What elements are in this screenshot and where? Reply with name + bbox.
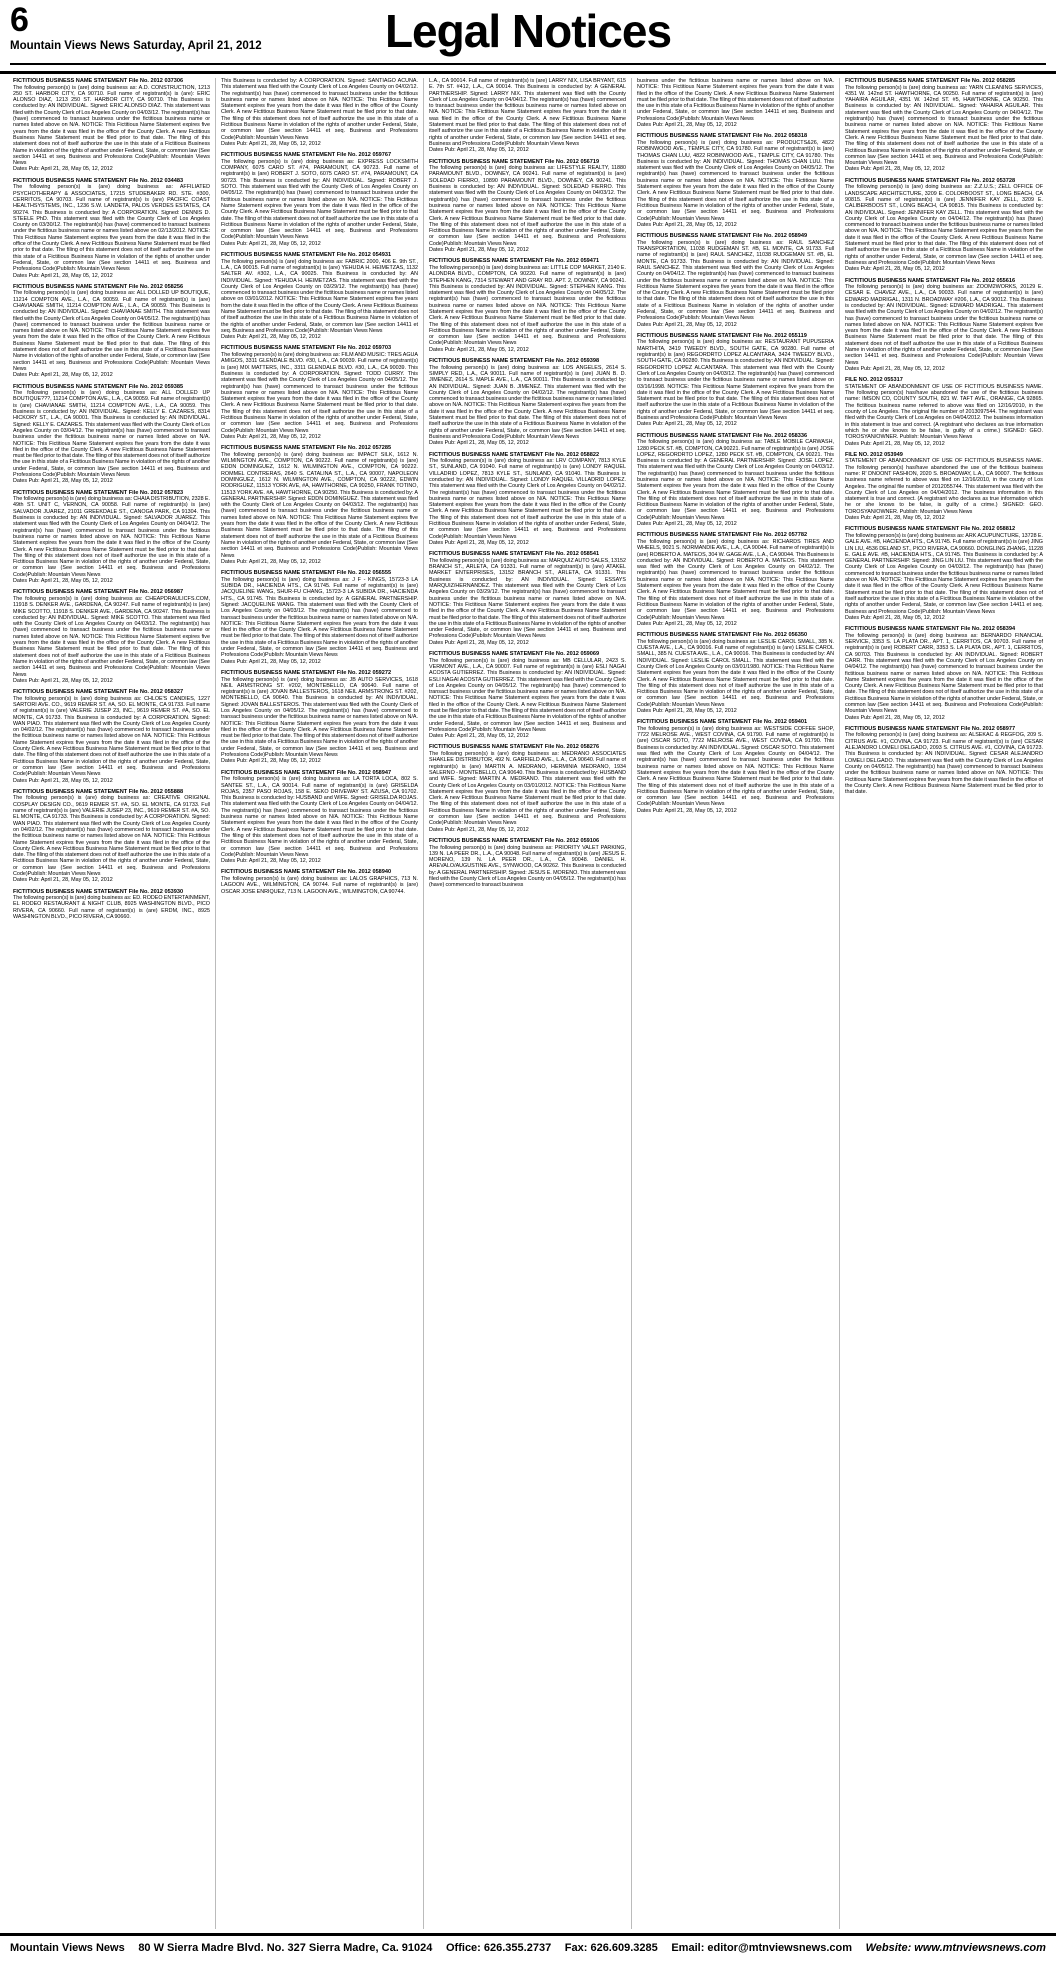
notice-heading: FICTITIOUS BUSINESS NAME STATEMENT File No. 2012 059272 [221, 669, 392, 676]
legal-notice [221, 869, 418, 894]
notice-heading: FICTITIOUS BUSINESS NAME STATEMENT File No. 2012 058336 [637, 432, 808, 439]
legal-notice [429, 452, 626, 547]
notice-heading: FICTITIOUS BUSINESS NAME STATEMENT File No. 2012 059471 [429, 258, 600, 265]
legal-notice [637, 78, 834, 128]
notice-publish-dates: Dates Pub: April 21, 28, May 05, 12, 2012 [845, 440, 945, 447]
notice-heading: FICTITIOUS BUSINESS NAME STATEMENT File No. 2012 055119 [637, 332, 807, 339]
notice-heading: FICTITIOUS BUSINESS NAME STATEMENT File No. 2012 058276 [429, 744, 600, 751]
notice-heading: FICTITIOUS BUSINESS NAME STATEMENT File No. 2012 058812 [845, 526, 1016, 533]
notice-publish-dates: Dates Pub: April 21, 28, May 05, 12, 2012 [221, 240, 321, 247]
notice-heading: FILE NO. 2012 053949 [845, 451, 903, 458]
notice-publish-dates: Dates Pub: April 21, 28, May 05, 12, 2012 [221, 558, 321, 565]
legal-notice [221, 670, 418, 765]
notice-publish-dates: Dates Pub: April 21, 28, May 05, 12, 2012 [845, 515, 945, 522]
legal-notice [221, 252, 418, 340]
notice-body: The following person(s) is (are) doing business as: LRV COMPANY, 7813 KYLE ST., SUNLAND, CA 91040. Full name of registrant(s) is (are) LONDY RAQUEL VILLADRID LOPEZ, 7813 KYLE ST., SUNLAND, CA 91040. This Business is conducted by: AN INDIVIDUAL. Signed: LONDY RAQUEL VILLADRID LOPEZ. This statement was filed with the County Clerk of Los Angeles County on 04/02/12. The registrant(s) has (have) commenced to transact business under the fictitious business name or names listed above on N/A. NOTICE: This Fictitious Name Statement expires five years from the date it was filed in the office of the County Clerk. A new Fictitious Business Name Statement must be filed prior to that date. The filing of this statement does not of itself authorize the use in this state of a Fictitious Business Name in violation of the rights of another under Federal, State, or common law (See section 14411 et seq. Business and Professions Code)Publish: Mountain Views News [429, 458, 626, 540]
legal-notice [637, 719, 834, 814]
footer-website: Website: www.mtnviewsnews.com [865, 1942, 1046, 1954]
notice-body: The following person(s) is (are) doing business as: MARQUIZ AUTO SALES, 13152 BRANCH ST., ARLETA, CA 91331. Full name of registrant(s) is (are) ATAKEL MARKET ENTERPRISES, 13152 BRANCH ST., ARLETA, CA 91331. This Business is conducted by: AN INDIVIDUAL. Signed: ESSAYS MARQUIZ/HERNANDEZ. This statement was filed with the County Clerk of Los Angeles County on 03/29/12. The registrant(s) has (have) commenced to transact business under the fictitious business name or names listed above on N/A. NOTICE: This Fictitious Name Statement expires five years from the date it was filed in the office of the County Clerk. A new Fictitious Business Name Statement must be filed prior to that date. The filing of this statement does not of itself authorize the use in this state of a Fictitious Business Name in violation of the rights of another under Federal, State, or common law (See section 14411 et seq. Business and Professions Code)Publish: Mountain Views News [429, 557, 626, 640]
notice-publish-dates: Dates Pub: April 21, 28, May 05, 12, 2012 [845, 266, 945, 273]
legal-notice [221, 445, 418, 565]
notice-body: The following person(s) is (are) doing business as: ED. RODEO ENTERTAINMENT, EL RODEO RESTAURANT & NIGHT CLUB, 8925 WASHINGTON BLVD., PICO RIVERA, CA 90660. Full name of registrant(s) is (are) ERDM, INC., 8925 WASHINGTON BLVD., PICO RIVERA, CA 90660. [13, 895, 210, 921]
legal-notice [637, 433, 834, 528]
notice-publish-dates: Dates Pub: April 21, 28, May 05, 12, 2012 [637, 221, 737, 228]
notice-body: The following person(s) is (are) doing business as: ALL DOLLED UP BOUTIQUE, 11214 COMPTON AVE., L.A., CA 90059. Full name of registrant(s) is (are) CHAVIANAE SMITH, 11214 COMPTON AVE., L.A., CA 90059. This Business is conducted by: AN INDIVIDUAL. Signed: CHAVIANAE SMITH. This statement was filed with the County Clerk of Los Angeles County on 04/05/12. The registrant(s) has (have) commenced to transact business under the fictitious business name or names listed above on N/A. NOTICE: This Fictitious Name Statement expires five years from the date it was filed in the office of the County Clerk. A new Fictitious Business Name Statement must be filed prior to that date. The filing of this statement does not of itself authorize the use in this state of a Fictitious Business Name in violation of the rights of another under Federal, State, or common law (See section 14411 et seq. Business and Professions Code)Publish: Mountain Views News [13, 290, 210, 372]
notice-body: The following person(s) is (are) doing business as: LIFESTYLE REALTY, 11880 PARAMOUNT BLVD., DOWNEY, CA 90241. Full name of registrant(s) is (are) SOLEDAD FIERRO, 10890 PARAMOUNT BLVD., DOWNEY, CA 90241. This Business is conducted by: AN INDIVIDUAL. Signed: SOLEDAD FIERRO. This statement was filed with the County Clerk of Los Angeles County on 04/03/12. The registrant(s) has (have) commenced to transact business under the fictitious business name or names listed above on N/A. NOTICE: This Fictitious Name Statement expires five years from the date it was filed in the office of the County Clerk. A new Fictitious Business Name Statement must be filed prior to that date. The filing of this statement does not of itself authorize the use in this state of a Fictitious Business Name in violation of the rights of another under Federal, State, or common law (See section 14411 et seq. Business and Professions Code)Publish: Mountain Views News [429, 165, 626, 247]
notice-publish-dates: Dates Pub: April 21, 28, May 05, 12, 2012 [13, 877, 113, 884]
legal-notice [13, 284, 210, 379]
section-title: Legal Notices [384, 5, 672, 57]
notice-publish-dates: Dates Pub: April 21, 28, May 05, 12, 2012 [221, 140, 321, 147]
legal-notice [221, 345, 418, 440]
legal-notice [637, 632, 834, 714]
legal-notice [429, 744, 626, 832]
footer-address: 80 W Sierra Madre Blvd. No. 327 Sierra Madre, Ca. 91024 [138, 1942, 433, 1954]
legal-notice [845, 726, 1043, 796]
footer-fax: Fax: 626.609.3285 [564, 1942, 658, 1954]
legal-notice [221, 570, 418, 665]
legal-notice [429, 651, 626, 739]
notice-body: business under the fictitious business name or names listed above on N/A. NOTICE: This Fictitious Name Statement expires five years from the date it was filed in the office of the County Clerk. A new Fictitious Business Name Statement must be filed prior to that date. The filing of this statement does not of itself authorize the use in this state of a Fictitious Business Name in violation of the rights of another under Federal, State, or common law (See section 14411 et seq. Business and Professions Code)Publish: Mountain Views News [637, 78, 834, 122]
notice-heading: FICTITIOUS BUSINESS NAME STATEMENT File No. 2012 057823 [13, 489, 184, 496]
notice-heading: FICTITIOUS BUSINESS NAME STATEMENT File No. 2012 058940 [221, 869, 392, 876]
notice-heading: FICTITIOUS BUSINESS NAME STATEMENT File No. 2012 058947 [221, 769, 392, 776]
notice-body: STATEMENT OF ABANDONMENT OF USE OF FICTITIOUS BUSINESS NAME. The following person(s) has/have abandoned the use of the fictitious business name: R' DNOONT FASHION, 2020 S. BROADWAY, L.A., CA 90007. The fictitious business name referred to above was filed on 12/16/2010, in the county of Los Angeles. The original file number of 2012055744. This statement was filed with the County Clerk of Los Angeles on 04/04/2012. The business information in this statement is true and correct. (A registrant who declares as true information which he or she knows to be false, is guilty of a crime.) SIGNED: GEO. TOROSYAN/OWNER. Publish: Mountain Views News [845, 458, 1043, 515]
notice-publish-dates: Dates Pub: April 21, 28, May 05, 12, 2012 [637, 521, 737, 528]
notice-publish-dates: Dates Pub: April 21, 28, May 05, 12, 2012 [13, 578, 113, 585]
legal-notice [429, 258, 626, 353]
notice-publish-dates: Dates Pub: April 21, 28, May 05, 12, 2012 [429, 733, 529, 740]
notice-publish-dates: Dates Pub: April 21, 28, May 05, 12, 2012 [845, 614, 945, 621]
notice-body: The following person(s) is (are) doing business as: BERNARDO FINANCIAL SERVICE, 3353 S. LA PLATA DR., APT. 1, CERRITOS, CA 90703. Full name of registrant(s) is (are) ROBERT CARR, 3353 S. LA PLATA DR., APT. 1, CERRITOS, CA 90703. This Business is conducted by: AN INDIVIDUAL. Signed: ROBERT CARR. This statement was filed with the County Clerk of Los Angeles County on 04/04/12. The registrant(s) has (have) commenced to transact business under the fictitious business name or names listed above on N/A. NOTICE: This Fictitious Name Statement expires five years from the date it was filed in the office of the County Clerk. A new Fictitious Business Name Statement must be filed prior to that date. The filing of this statement does not of itself authorize the use in this state of a Fictitious Business Name in violation of the rights of another under Federal, State, or common law (See section 14411 et seq. Business and Professions Code)Publish: Mountain Views News [845, 632, 1043, 715]
notice-body: The following person(s) is (are) doing business as: AFFILIATED PSYCHOTHERAPY & ASSOCIATES, 17215 STUDEBAKER RD. STE. #300, CERRITOS, CA 90703. Full name of registrant(s) is (are) PACIFIC COAST HEALTHSYSTEMS, INC., 1236 S.W. LANDETA, PALOS VERDES ESTATES, CA 90274. This Business is conducted by: A CORPORATION. Signed: DENNIS D. STEELE PhD. This statement was filed with the County Clerk of Los Angeles County on 03/30/12. The registrant(s) has (have) commenced to transact business under the fictitious business name or names listed above on 02/13/2012. NOTICE: This Fictitious Name Statement expires five years from the date it was filed in the office of the County Clerk. A new Fictitious Business Name Statement must be filed prior to that date. The filing of this statement does not of itself authorize the use in this state of a Fictitious Business Name in violation of the rights of another under Federal, State, or common law (See section 14411 et seq. Business and Professions Code)Publish: Mountain Views News [13, 184, 210, 273]
notice-body: The following person(s) is (are) doing business as: ARK ACUPUNCTURE, 13728 E. GALE AVE. #B, HACIENDA HTS., CA 91745. Full name of registrant(s) is (are) JING LIN LIU, 4536 DELAND ST., PICO RIVERA, CA 90660. DONGLING ZHANG, 11228 E. GALE AVE. #B, HACIENDA HTS., CA 91745. This Business is conducted by: A GENERAL PARTNERSHIP. Signed: JING LIN LIU. This statement was filed with the County Clerk of Los Angeles County on 04/03/12. The registrant(s) has (have) commenced to transact business under the fictitious business name or names listed above on N/A. NOTICE: This Fictitious Name Statement expires five years from the date it was filed in the office of the County Clerk. A new Fictitious Business Name Statement must be filed prior to that date. The filing of this statement does not of itself authorize the use in this state of a Fictitious Business Name in violation of the rights of another under Federal, State, or common law (See section 14411 et seq. Business and Professions Code)Publish: Mountain Views News [845, 532, 1043, 615]
legal-notice [13, 78, 210, 173]
notice-heading: FICTITIOUS BUSINESS NAME STATEMENT File No. 2012 055888 [13, 788, 184, 795]
notice-publish-dates: Dates Pub: April 21, 28, May 05, 12, 2012 [13, 272, 113, 279]
notice-heading: FICTITIOUS BUSINESS NAME STATEMENT File No. 2012 059385 [13, 383, 184, 390]
notice-publish-dates: Dates Pub: April 21, 28, May 05, 12, 2012 [429, 247, 529, 254]
legal-notice [845, 178, 1043, 273]
notice-heading: FILE NO. 2012 055317 [845, 377, 903, 384]
legal-notices-columns [0, 74, 1056, 1929]
notice-body: The following person(s) is (are) doing business as: EXPRESS LOCKSMITH COMPANY, 6075 CARO ST. #74, PARAMOUNT, CA 90723. Full name of registrant(s) is (are) ROBERT J. SOTO, 6075 CARO ST. #74, PARAMOUNT, CA 90723. This Business is conducted by: AN INDIVIDUAL. Signed: ROBERT J. SOTO. This statement was filed with the County Clerk of Los Angeles County on 04/05/12. The registrant(s) has (have) commenced to transact business under the fictitious business name or names listed above on N/A. NOTICE: This Fictitious Name Statement expires five years from the date it was filed in the office of the County Clerk. A new Fictitious Business Name Statement must be filed prior to that date. The filing of this statement does not of itself authorize the use in this state of a Fictitious Business Name in violation of the rights of another under Federal, State, or common law (See section 14411 et seq. Business and Professions Code)Publish: Mountain Views News [221, 158, 418, 241]
legal-notice [845, 626, 1043, 721]
legal-notice [13, 689, 210, 784]
notice-publish-dates: Dates Pub: April 21, 28, May 05, 12, 2012 [637, 807, 737, 814]
legal-notice [429, 551, 626, 646]
notice-body: The following person(s) is (are) doing business as: LA TORTA LOCA, 802 S. SANTEE ST., L.A., CA 90014. Full name of registrant(s) is (are) GRISELDA ROJAS, 2357 PASO ROJAS, 158 E. SEKO DRIVEWAY ST. AZUSA, CA 91702. This Business is conducted by: HUSBAND and WIFE. Signed: GRISELDA ROJAS. This statement was filed with the County Clerk of Los Angeles County on 04/04/12. The registrant(s) has (have) commenced to transact business under the fictitious business name or names listed above on N/A. NOTICE: This Fictitious Name Statement expires five years from the date it was filed in the office of the County Clerk. A new Fictitious Business Name Statement must be filed prior to that date. The filing of this statement does not of itself authorize the use in this state of a Fictitious Business Name in violation of the rights of another under Federal, State, or common law (See section 14411 et seq. Business and Professions Code)Publish: Mountain Views News [221, 776, 418, 858]
notice-heading: FICTITIOUS BUSINESS NAME STATEMENT File No. 2012 055616 [845, 277, 1016, 284]
notice-heading: FICTITIOUS BUSINESS NAME STATEMENT File No. 2012 058977 [845, 725, 1016, 732]
notice-publish-dates: Dates Pub: April 21, 28, May 05, 12, 2012 [845, 365, 945, 372]
legal-notice [637, 532, 834, 627]
notice-publish-dates: Dates Pub: April 21, 28, May 05, 12, 2012 [429, 539, 529, 546]
notice-body: L.A., CA 90014. Full name of registrant(s) is (are) LARRY NIX, LISA BRYANT, 615 E. 7th ST. #412, L.A., CA 90014. This Business is conducted by: A GENERAL PARTNERSHIP. Signed: LARRY NIX. This statement was filed with the County Clerk of Los Angeles County on 04/04/12. The registrant(s) has (have) commenced to transact business under the fictitious business name or names listed above on N/A. NOTICE: This Fictitious Name Statement expires five years from the date it was filed in the office of the County Clerk. A new Fictitious Business Name Statement must be filed prior to that date. The filing of this statement does not of itself authorize the use in this state of a Fictitious Business Name in violation of the rights of another under Federal, State, or common law (See section 14411 et seq. Business and Professions Code)Publish: Mountain Views News [429, 78, 626, 147]
notice-publish-dates: Dates Pub: April 21, 28, May 05, 12, 2012 [13, 777, 113, 784]
notice-body: The following person(s) is (are) doing business as: LITTLE COP MARKET, 2140 E. ALONDRA BLVD., COMPTON, CA 90220. Full name of registrant(s) is (are) STEPHEN KANG, 7314 STEWART AND GRAY RD. APT. 2, DOWNEY, CA 90241. This Business is conducted by: AN INDIVIDUAL. Signed: STEPHEN KANG. This statement was filed with the County Clerk of Los Angeles County on 04/05/12. The registrant(s) has (have) commenced to transact business under the fictitious business name or names listed above on N/A. NOTICE: This Fictitious Name Statement expires five years from the date it was filed in the office of the County Clerk. A new Fictitious Business Name Statement must be filed prior to that date. The filing of this statement does not of itself authorize the use in this state of a Fictitious Business Name in violation of the rights of another under Federal, State, or common law (See section 14411 et seq. Business and Professions Code)Publish: Mountain Views News [429, 264, 626, 347]
notice-body: The following person(s) is (are) doing business as: LESLIE CAROL SMALL, 385 N. CUESTA AVE., L.A., CA 90016. Full name of registrant(s) is (are) LESLIE CAROL SMALL, 385 N. CUESTA AVE., L.A., CA 90016. This Business is conducted by: AN INDIVIDUAL. Signed: LESLIE CAROL SMALL. This statement was filed with the County Clerk of Los Angeles County on 03/01/1980. NOTICE: This Fictitious Name Statement expires five years from the date it was filed in the office of the County Clerk. A new Fictitious Business Name Statement must be filed prior to that date. The filing of this statement does not of itself authorize the use in this state of a Fictitious Business Name in violation of the rights of another under Federal, State, or common law (See section 14411 et seq. Business and Professions Code)Publish: Mountain Views News [637, 638, 834, 708]
notice-publish-dates: Dates Pub: April 21, 28, May 05, 12, 2012 [637, 321, 737, 328]
notice-body: This Business is conducted by: A CORPORATION. Signed: SANTIAGO ACUNA. This statement was filed with the County Clerk of Los Angeles County on 04/02/12. The registrant(s) has (have) commenced to transact business under the fictitious business name or names listed above on N/A. NOTICE: This Fictitious Name Statement expires five years from the date it was filed in the office of the County Clerk. A new Fictitious Business Name Statement must be filed prior to that date. The filing of this statement does not of itself authorize the use in this state of a Fictitious Business Name in violation of the rights of another under Federal, State, or common law (See section 14411 et seq. Business and Professions Code)Publish: Mountain Views News [221, 78, 418, 141]
notice-heading: FICTITIOUS BUSINESS NAME STATEMENT File No. 2012 058285 [845, 78, 1016, 84]
notice-publish-dates: Dates Pub: April 21, 28, May 05, 12, 2012 [221, 858, 321, 865]
notice-body: The following person(s) is (are) doing business as: Z.Z.U.S.; ZELL OFFICE OF LANDSCAPE ARCHITECTURE, 3209 E. COLORBOOST ST., LONG BEACH, CA 90815. Full name of registrant(s) is (are) JENNIFER KAY ZELL, 3209 E. CALIBERBOOST ST., LONG BEACH, CA 90815. This Business is conducted by: AN INDIVIDUAL. Signed: JENNIFER KAY ZELL. This statement was filed with the County Clerk of Los Angeles County on 04/04/12. The registrant(s) has (have) commenced to transact business under the fictitious business name or names listed above on N/A. NOTICE: This Fictitious Name Statement expires five years from the date it was filed in the office of the County Clerk. A new Fictitious Business Name Statement must be filed prior to that date. The filing of this statement does not of itself authorize the use in this state of a Fictitious Business Name in violation of the rights of another under Federal, State, or common law (See section 14411 et seq. Business and Professions Code)Publish: Mountain Views News [845, 184, 1043, 266]
notice-body: The following person(s) is (are) doing business as: MEDRANO ASSOCIATES SHAKLEE DISTRIBUTOR, 492 N. GARFIELD AVE., L.A., CA 90640. Full name of registrant(s) is (are) MARTIN A. MEDRANO, HERMINIA MEDRANO, 1934 SALERNO - MONTEBELLO, CA 90640. This Business is conducted by: HUSBAND and WIFE. Signed: MARTIN A. MEDRANO. This statement was filed with the County Clerk of Los Angeles County on 03/01/2012. NOTICE: This Fictitious Name Statement expires five years from the date it was filed in the office of the County Clerk. A new Fictitious Business Name Statement must be filed prior to that date. The filing of this statement does not of itself authorize the use in this state of a Fictitious Business Name in violation of the rights of another under Federal, State, or common law (See section 14411 et seq. Business and Professions Code)Publish: Mountain Views News [429, 751, 626, 827]
notice-heading: FICTITIOUS BUSINESS NAME STATEMENT File No. 2012 058256 [13, 283, 184, 290]
legal-notice [13, 589, 210, 684]
notice-heading: FICTITIOUS BUSINESS NAME STATEMENT File No. 2012 059106 [429, 837, 600, 844]
notices-column [216, 78, 424, 1929]
notice-body: The following person(s) is (are) doing business as: CHLOE'S CANDIES, 1227 SARTORI AVE. CO., 9619 REMER ST. #A, SO. EL MONTE, CA 91733. Full name of registrant(s) is (are) VALERIE JUSEP 23, INC., 9619 REMER ST. #A, SO. EL MONTE, CA 91733. This Business is conducted by: A CORPORATION. Signed: WAN PIAO. This statement was filed with the County Clerk of Los Angeles County on 04/02/12. The registrant(s) has (have) commenced to transact business under the fictitious business name or names listed above on N/A. NOTICE: This Fictitious Name Statement expires five years from the date it was filed in the office of the County Clerk. A new Fictitious Business Name Statement must be filed prior to that date. The filing of this statement does not of itself authorize the use in this state of a Fictitious Business Name in violation of the rights of another under Federal, State, or common law (See section 14411 et seq. Business and Professions Code)Publish: Mountain Views News [13, 695, 210, 778]
notices-column [424, 78, 632, 1929]
notice-body: The following person(s) is (are) doing business as: CHAIA DISTRIBUTION, 2328 E. 49th ST. UNIT C, VERNON, CA 90058. Full name of registrant(s) is (are) SALVADOR JUAREZ, 21011 GREEKDALE ST., CANOGA PARK, CA 91304. This Business is conducted by: AN INDIVIDUAL. Signed: SALVADOR JUAREZ. This statement was filed with the County Clerk of Los Angeles County on 04/04/12. The registrant(s) has (have) commenced to transact business under the fictitious business name or names listed above on N/A. NOTICE: This Fictitious Name Statement expires five years from the date it was filed in the office of the County Clerk. A new Fictitious Business Name Statement must be filed prior to that date. The filing of this statement does not of itself authorize the use in this state of a Fictitious Business Name in violation of the rights of another under Federal, State, or common law (See section 14411 et seq. Business and Professions Code)Publish: Mountain Views News [13, 496, 210, 578]
notice-publish-dates: Dates Pub: April 21, 28, May 05, 12, 2012 [637, 122, 737, 129]
notice-body: The following person(s) is (are) doing business as: ALSEKAC & REGFOG, 209 S. CITRUS AVE. #1, COVINA, CA 91723. Full name of registrant(s) is (are) CESAR ALEJANDRO LOMELI DELGADO, 2093 S. CITRUS AVE. #1, COVINA, CA 91723. This Business is conducted by: AN INDIVIDUAL. Signed: CESAR ALEJANDRO LOMELI DELGADO. This statement was filed with the County Clerk of Los Angeles County on 04/05/12. The registrant(s) has (have) commenced to transact business under the fictitious business name or names listed above on N/A. NOTICE: This Fictitious Name Statement expires five years from the date it was filed in the office of the County Clerk. A new Fictitious Business Name Statement must be filed prior to that date. [845, 732, 1043, 796]
notice-publish-dates: Dates Pub: April 21, 28, May 05, 12, 2012 [221, 433, 321, 440]
legal-notice [845, 377, 1043, 447]
notice-body: The following person(s) is (are) doing business as: LALOS GRAPHICS, 713 N. LAGOON AVE., WILMINGTON, CA 90744. Full name of registrant(s) is (are) OSCAR JOSE ENRIQUEZ, 713 N. LAGOON AVE., WILMINGTON, CA 90744. [221, 876, 418, 895]
notice-body: The following person(s) is (are) doing business as: FABRIC 2000, 406 E. 9th ST., L.A., CA 90015. Full name of registrant(s) is (are) YEHUDA H. HEIMETZAS, 1132 SALTER AV. #302, L.A., CA 90025. This Business is conducted by: AN INDIVIDUAL. Signed: YEHUDA H. HEIMETZAS. This statement was filed with the County Clerk of Los Angeles County on 03/29/12. The registrant(s) has (have) commenced to transact business under the fictitious business name or names listed above on 03/01/2012. NOTICE: This Fictitious Name Statement expires five years from the date it was filed in the office of the County Clerk. A new Fictitious Business Name Statement must be filed prior to that date. The filing of this statement does not of itself authorize the use in this state of a Fictitious Business Name in violation of the rights of another under Federal, State, or common law (See section 14411 et seq. Business and Professions Code)Publish: Mountain Views News [221, 258, 418, 334]
legal-notice [637, 333, 834, 428]
legal-notice [13, 178, 210, 279]
legal-notice [845, 526, 1043, 621]
masthead-divider [10, 63, 1046, 65]
footer-office: Office: 626.355.2737 [446, 1942, 552, 1954]
notice-heading: FICTITIOUS BUSINESS NAME STATEMENT File No. 2012 058318 [637, 133, 808, 140]
notice-body: The following person(s) is (are) doing business as: LOS ANGELES, 2614 S. SIMPLY RED, L.A., CA 90011. Full name of registrant(s) is (are) JUAN B. D. JIMENEZ, 2614 S. MAPLE AVE., L.A., CA 90011. This Business is conducted by: AN INDIVIDUAL. Signed: JUAN B. JIMENEZ. This statement was filed with the County Clerk of Los Angeles County on 04/02/12. The registrant(s) has (have) commenced to transact business under the fictitious business name or names listed above on N/A. NOTICE: This Fictitious Name Statement expires five years from the date it was filed in the office of the County Clerk. A new Fictitious Business Name Statement must be filed prior to that date. The filing of this statement does not of itself authorize the use in this state of a Fictitious Business Name in violation of the rights of another under Federal, State, or common law (See section 14411 et seq. Business and Professions Code)Publish: Mountain Views News [429, 364, 626, 440]
notice-body: The following person(s) is (are) doing business as: PRODUCTS&26, 4822 ROBINWOOD AVE., TEMPLE CITY, CA 91780. Full name of registrant(s) is (are) THOMAS CHAN LUU, 4822 ROBINWOOD AVE., TEMPLE CITY, CA 91780. This Business is conducted by: AN INDIVIDUAL. Signed: THOMAS CHAN LUU. This statement was filed with the County Clerk of Los Angeles County on 04/05/12. The registrant(s) has (have) commenced to transact business under the fictitious business name or names listed above on N/A. NOTICE: This Fictitious Name Statement expires five years from the date it was filed in the office of the County Clerk. A new Fictitious Business Name Statement must be filed prior to that date. The filing of this statement does not of itself authorize the use in this state of a Fictitious Business Name in violation of the rights of another under Federal, State, or common law (See section 14411 et seq. Business and Professions Code)Publish: Mountain Views News [637, 139, 834, 222]
notice-heading: FICTITIOUS BUSINESS NAME STATEMENT File No. 2012 054931 [221, 252, 392, 259]
notice-heading: FICTITIOUS BUSINESS NAME STATEMENT File No. 2012 059069 [429, 651, 600, 658]
notice-publish-dates: Dates Pub: April 21, 28, May 05, 12, 2012 [429, 440, 529, 447]
notice-publish-dates: Dates Pub: April 21, 28, May 05, 12, 2012 [13, 372, 113, 379]
notice-heading: FICTITIOUS BUSINESS NAME STATEMENT File No. 2012 053728 [845, 177, 1016, 184]
notice-heading: FICTITIOUS BUSINESS NAME STATEMENT File No. 2012 053930 [13, 888, 184, 895]
legal-notice [429, 78, 626, 154]
notice-body: The following person(s) is (are) doing business as: CHEAPDRAULICFS.COM, 11918 S. DENKER AVE., GARDENA, CA 90247. Full name of registrant(s) is (are) MIKE SCOTTO, 11918 S. DENKER AVE., GARDENA, CA 90247. This Business is conducted by: AN INDIVIDUAL. Signed: MIKE SCOTTO. This statement was filed with the County Clerk of Los Angeles County on 04/03/12. The registrant(s) has (have) commenced to transact business under the fictitious business name or names listed above on N/A. NOTICE: This Fictitious Name Statement expires five years from the date it was filed in the office of the County Clerk. A new Fictitious Business Name Statement must be filed prior to that date. The filing of this statement does not of itself authorize the use in this state of a Fictitious Business Name in violation of the rights of another under Federal, State, or common law (See section 14411 et seq. Business and Professions Code)Publish: Mountain Views News [13, 595, 210, 678]
notice-body: STATEMENT OF ABANDONMENT OF USE OF FICTITIOUS BUSINESS NAME. The following person(s) has/have abandoned the use of the fictitious business name: IMSON CO, COUNTY SOUTH, 821 W. TAFT AVE., ORANGE, CA 92865. The fictitious business name referred to above was filed on 12/16/2010, in the county of Los Angeles. The original file number of 2013097544. The registrant was filed with the County Clerk of Los Angeles on 04/04/2012. The business information in this statement is true and correct. (A registrant who declares as true information which he or she knows to be false, is guilty of a crime.) SIGNED: GEO. TOROSYAN/OWNER. Publish: Mountain Views News [845, 383, 1043, 441]
notice-heading: FICTITIOUS BUSINESS NAME STATEMENT File No. 2012 058394 [845, 626, 1016, 633]
legal-notice [221, 152, 418, 247]
notice-body: The following person(s) is (are) doing business as: FILM AND MUSIC: TRES AGUA AMIGOS, 3311 GLENDALE BLVD. #30, L.A., CA 90039. Full name of registrant(s) is (are) MIX MATTERS, INC., 3311 GLENDALE BLVD. #30, L.A., CA 90039. This Business is conducted by: A CORPORATION. Signed: TODD CURRY. This statement was filed with the County Clerk of Los Angeles County on 04/05/12. The registrant(s) has (have) commenced to transact business under the fictitious business name or names listed above on N/A. NOTICE: This Fictitious Name Statement expires five years from the date it was filed in the office of the County Clerk. A new Fictitious Business Name Statement must be filed prior to that date. The filing of this statement does not of itself authorize the use in this state of a Fictitious Business Name in violation of the rights of another under Federal, State, or common law (See section 14411 et seq. Business and Professions Code)Publish: Mountain Views News [221, 352, 418, 434]
notice-publish-dates: Dates Pub: April 21, 28, May 05, 12, 2012 [637, 620, 737, 627]
legal-notice [637, 233, 834, 328]
notice-heading: FICTITIOUS BUSINESS NAME STATEMENT File No. 2012 059401 [637, 719, 808, 726]
page-number: 6 [10, 1, 28, 39]
notice-publish-dates: Dates Pub: April 21, 28, May 05, 12, 2012 [429, 147, 529, 154]
notice-heading: FICTITIOUS BUSINESS NAME STATEMENT File No. 2012 056987 [13, 589, 184, 596]
legal-notice [429, 159, 626, 254]
footer-paper: Mountain Views News [10, 1942, 125, 1954]
notice-body: The following person(s) is (are) doing business as: PRIORITY VALET PARKING, 139 N. LA PEER DR., L.A., CA 90048. Full name of registrant(s) is (are) JESUS E. MORENO, 139 N. LA PEER DR., L.A., CA 90048. DANIEL H. AREVALO/AUGUSTINE AVE., SYNWOOD, CA 90262. This Business is conducted by: A GENERAL PARTNERSHIP. Signed: JESUS E. MORENO. This statement was filed with the County Clerk of Los Angeles County on 04/05/12. The registrant(s) has (have) commenced to transact business [429, 844, 626, 889]
notice-heading: FICTITIOUS BUSINESS NAME STATEMENT File No. 2012 059767 [221, 152, 392, 159]
notice-publish-dates: Dates Pub: April 21, 28, May 05, 12, 2012 [429, 826, 529, 833]
legal-notice [637, 133, 834, 228]
notice-heading: FICTITIOUS BUSINESS NAME STATEMENT File No. 2012 037306 [13, 78, 184, 84]
notice-heading: FICTITIOUS BUSINESS NAME STATEMENT File No. 2012 058327 [13, 689, 184, 696]
notice-heading: FICTITIOUS BUSINESS NAME STATEMENT File No. 2012 056555 [221, 570, 392, 577]
legal-notice [429, 358, 626, 446]
notice-body: The following person(s) is (are) doing business as: WESTSIDE COFFEE SHOP, 7722 MELROSE AVE., WEST COVINA, CA 91790. Full name of registrant(s) is (are) OSCAR SOTO, 7722 MELROSE AVE., WEST COVINA, CA 91790. This Business is conducted by: AN INDIVIDUAL. Signed: OSCAR SOTO. This statement was filed with the County Clerk of Los Angeles County on 04/04/12. The registrant(s) has (have) commenced to transact business under the fictitious business name or names listed above on N/A. NOTICE: This Fictitious Name Statement expires five years from the date it was filed in the office of the County Clerk. A new Fictitious Business Name Statement must be filed prior to that date. The filing of this statement does not of itself authorize the use in this state of a Fictitious Business Name in violation of the rights of another under Federal, State, or common law (See section 14411 et seq. Business and Professions Code)Publish: Mountain Views News [637, 725, 834, 808]
notice-body: The following person(s) is (are) doing business as: RAUL SANCHEZ TRANSPORTATION, 11038 RUDGEMAN ST. #B, EL MONTE, CA 91733. Full name of registrant(s) is (are) RAUL SANCHEZ, 11038 RUDGEMAN ST. #B, EL MONTE, CA 91733. This Business is conducted by: AN INDIVIDUAL. Signed: RAUL SANCHEZ. This statement was filed with the County Clerk of Los Angeles County on 04/04/12. The registrant(s) has (have) commenced to transact business under the fictitious business name or names listed above on N/A. NOTICE: This Fictitious Name Statement expires five years from the date it was filed in the office of the County Clerk. A new Fictitious Business Name Statement must be filed prior to that date. The filing of this statement does not of itself authorize the use in this state of a Fictitious Business Name in violation of the rights of another under Federal, State, or common law (See section 14411 et seq. Business and Professions Code)Publish: Mountain Views News [637, 239, 834, 322]
notice-body: The following person(s) is (are) doing business as: J F - KINGS, 15723-3 LA SUBIDA DR., HACIENDA HTS., CA 91745. Full name of registrant(s) is (are) JACQUELINE WANG, SHUR-FU CHANG, 15723-3 LA SUBIDA DR., HACIENDA HTS., CA 91745. This Business is conducted by: A GENERAL PARTNERSHIP. Signed: JACQUELINE WANG. This statement was filed with the County Clerk of Los Angeles County on 04/03/12. The registrant(s) has (have) commenced to transact business under the fictitious business name or names listed above on N/A. NOTICE: This Fictitious Name Statement expires five years from the date it was filed in the office of the County Clerk. A new Fictitious Business Name Statement must be filed prior to that date. The filing of this statement does not of itself authorize the use in this state of a Fictitious Business Name in violation of the rights of another under Federal, State, or common law (See section 14411 et seq. Business and Professions Code)Publish: Mountain Views News [221, 576, 418, 659]
notices-column [8, 78, 216, 1929]
notice-publish-dates: Dates Pub: April 21, 28, May 05, 12, 2012 [221, 334, 321, 341]
legal-notice [13, 889, 210, 921]
notices-column [632, 78, 840, 1929]
notice-publish-dates: Dates Pub: April 21, 28, May 05, 12, 2012 [845, 714, 945, 721]
notice-publish-dates: Dates Pub: April 21, 28, May 05, 12, 2012 [845, 166, 945, 173]
notice-publish-dates: Dates Pub: April 21, 28, May 05, 12, 2012 [13, 677, 113, 684]
notice-publish-dates: Dates Pub: April 21, 28, May 05, 12, 2012 [637, 421, 737, 428]
notice-publish-dates: Dates Pub: April 21, 28, May 05, 12, 2012 [429, 639, 529, 646]
notice-heading: FICTITIOUS BUSINESS NAME STATEMENT File No. 2012 057782 [637, 532, 808, 539]
masthead-paper-line: Mountain Views News Saturday, April 21, 2012 [10, 40, 262, 52]
notice-heading: FICTITIOUS BUSINESS NAME STATEMENT File No. 2012 059703 [221, 345, 392, 352]
notice-body: The following person(s) is (are) doing business as: IMPACT SILK, 1612 N. WILMINGTON AVE., COMPTON, CA 90222. Full name of registrant(s) is (are) EDDN DOMINGUEZ, 1612 N. WILMINGTON AVE., COMPTON, CA 90222. ROMMEL CONTRERAS, 2640 S. CATALINA ST., L.A., CA 90007, NAPOLEON DOMINGUEZ, 1612 N. WILMINGTON AVE., COMPTON, CA 90222, EDWIN RODRIGUEZ, 11513 YORK AVE, #A, HAWTHORNE, CA 90250, FRANK TOTINO, 11513 YORK AVE. #A, HAWTHORNE, CA 90250. This Business is conducted by: A GENERAL PARTNERSHIP. Signed: EDDN DOMINGUEZ. This statement was filed with the County Clerk of Los Angeles County on 04/03/12. The registrant(s) has (have) commenced to transact business under the fictitious business name or names listed above on N/A. NOTICE: This Fictitious Name Statement expires five years from the date it was filed in the office of the County Clerk. A new Fictitious Business Name Statement must be filed prior to that date. The filing of this statement does not of itself authorize the use in this state of a Fictitious Business Name in violation of the rights of another under Federal, State, or common law (See section 14411 et seq. Business and Professions Code)Publish: Mountain Views News [221, 451, 418, 559]
notice-publish-dates: Dates Pub: April 21, 28, May 05, 12, 2012 [221, 758, 321, 765]
notice-body: The following person(s) is (are) doing business as: RESTAURANT PUPUSERIA MARTHITA, 3419 TWEEDY BLVD., SOUTH GATE, CA 90280. Full name of registrant(s) is (are) REGORDRTO LOPEZ ALCANTARA, 3424 TWEEDY BLVD., SOUTH GATE, CA 90280. This Business is conducted by: AN INDIVIDUAL. Signed: REGORDRTO LOPEZ ALCANTARA. This statement was filed with the County Clerk of Los Angeles County on 04/03/12. The registrant(s) has (have) commenced to transact business under the fictitious business name or names listed above on 03/16/1998. NOTICE: This Fictitious Name Statement expires five years from the date it was filed in the office of the County Clerk. A new Fictitious Business Name Statement must be filed prior to that date. The filing of this statement does not of itself authorize the use in this state of a Fictitious Business Name in violation of the rights of another under Federal, State, or common law (See section 14411 et seq. Business and Professions Code)Publish: Mountain Views News [637, 339, 834, 422]
notice-heading: FICTITIOUS BUSINESS NAME STATEMENT File No. 2012 058949 [637, 233, 808, 240]
notice-body: The following person(s) is (are) doing business as: ZOOM2WORKS, 20129 E. CESAR E. CHAVEZ AVE., L.A., CA 90033. Full name of registrant(s) is (are) EDWARD MADRIGAL, 1311 N. BROADWAY #206, L.A., CA 90012. This Business is conducted by: AN INDIVIDUAL. Signed: EDWARD MADRIGAL. This statement was filed with the County Clerk of Los Angeles County on 04/02/12. The registrant(s) has (have) commenced to transact business under the fictitious business name or names listed above on N/A. NOTICE: This Fictitious Name Statement expires five years from the date it was filed in the office of the County Clerk. A new Fictitious Business Name Statement must be filed prior to that date. The filing of this statement does not of itself authorize the use in this state of a Fictitious Business Name in violation of the rights of another under Federal, State, or common law (See section 14411 et seq. Business and Professions Code)Publish: Mountain Views News [845, 284, 1043, 366]
notice-heading: FICTITIOUS BUSINESS NAME STATEMENT File No. 2012 058541 [429, 551, 600, 558]
legal-notice [845, 452, 1043, 522]
notice-publish-dates: Dates Pub: April 21, 28, May 05, 12, 2012 [429, 346, 529, 353]
notice-heading: FICTITIOUS BUSINESS NAME STATEMENT File No. 2012 034483 [13, 177, 184, 184]
notices-column [840, 78, 1048, 1929]
notice-heading: FICTITIOUS BUSINESS NAME STATEMENT File No. 2012 056719 [429, 158, 600, 165]
notice-heading: FICTITIOUS BUSINESS NAME STATEMENT File No. 2012 059398 [429, 358, 600, 365]
notice-publish-dates: Dates Pub: April 21, 28, May 05, 12, 2012 [637, 707, 737, 714]
notice-body: The following person(s) is (are) doing business as: RICHARDS TIRES AND WHEELS, 9021 S. NORMANDIE AVE., L.A., CA 90044. Full name of registrant(s) is (are) ROBERTO A. MATEOS, 304 W. GAGE AVE., L.A., CA 90044. This Business is conducted by: AN INDIVIDUAL. Signed: ROBERTO A. MATEOS. This statement was filed with the County Clerk of Los Angeles County on 04/02/12. The registrant(s) has (have) commenced to transact business under the fictitious business name or names listed above on N/A. NOTICE: This Fictitious Name Statement expires five years from the date it was filed in the office of the County Clerk. A new Fictitious Business Name Statement must be filed prior to that date. The filing of this statement does not of itself authorize the use in this state of a Fictitious Business Name in violation of the rights of another under Federal, State, or common law (See section 14411 et seq. Business and Professions Code)Publish: Mountain Views News [637, 538, 834, 621]
legal-notice [221, 78, 418, 147]
notice-publish-dates: Dates Pub: April 21, 28, May 05, 12, 2012 [221, 658, 321, 665]
legal-notice [845, 278, 1043, 373]
notice-publish-dates: Dates Pub: April 21, 28, May 05, 12, 2012 [13, 478, 113, 485]
legal-notice [845, 78, 1043, 173]
legal-notice [13, 490, 210, 585]
notice-body: The following person(s) is (are) doing business as: JB AUTO SERVICES, 1618 NEIL ARMSTRONG ST. #202, MONTEBELLO, CA 90640. Full name of registrant(s) is (are) JOVAN BALLESTEROS, 1618 NEIL ARMSTRONG ST. #202, MONTEBELLO, CA 90640. This Business is conducted by: AN INDIVIDUAL. Signed: JOVAN BALLESTEROS. This statement was filed with the County Clerk of Los Angeles County on 04/05/12. The registrant(s) has (have) commenced to transact business under the fictitious business name or names listed above on N/A. NOTICE: This Fictitious Name Statement expires five years from the date it was filed in the office of the County Clerk. A new Fictitious Business Name Statement must be filed prior to that date. The filing of this statement does not of itself authorize the use in this state of a Fictitious Business Name in violation of the rights of another under Federal, State, or common law (See section 14411 et seq. Business and Professions Code)Publish: Mountain Views News [221, 676, 418, 759]
notice-body: The following person(s) is (are) doing business as: A.D. CONSTRUCTION, 1213 250 ST. HARBOR CITY, CA 90710. Full name of registrant(s) is (are): ERIC ALONSO DIAZ, 1213 250 ST. HARBOR CITY, CA 90710. This Business is conducted by: AN INDIVIDUAL. Signed: ERIC ALONSO DIAZ. This statement was filed with the County Clerk of Los Angeles County on 04/03/12. The registrant(s) has (have) commenced to transact business under the fictitious business name or names listed above on N/A. NOTICE: This Fictitious Name Statement expires five years from the date it was filed in the office of the County Clerk. A new Fictitious Business Name Statement must be filed prior to that date. The filing of this statement does not of itself authorize the use in this state of a Fictitious Business Name in violation of the rights of another under Federal, State, or common law (See section 14411 et seq. Business and Professions Code)Publish: Mountain Views News [13, 84, 210, 167]
legal-notice [13, 384, 210, 485]
notice-heading: FICTITIOUS BUSINESS NAME STATEMENT File No. 2012 057285 [221, 445, 392, 452]
legal-notice [429, 838, 626, 889]
notice-body: The following person(s) is (are) doing business as: ALL DOLLED UP BOUTIQUE???, 11214 COMPTON AVE., L.A., CA 90059. Full name of registrant(s) is (are) CHAVIANAE SMITH, 11214 COMPTON AVE., L.A., CA 90059. This Business is conducted by: AN INDIVIDUAL. Signed: KELLY E. CAZARES, 8314 HICKORY ST., L.A., CA 90001. This Business is conducted by: AN INDIVIDUAL. Signed: KELLY E. CAZARES. This statement was filed with the County Clerk of Los Angeles County on 03/04/12. The registrant(s) has (have) commenced to transact business under the fictitious business name or names listed above on N/A. NOTICE: This Fictitious Name Statement expires five years from the date it was filed in the office of the County Clerk. A new Fictitious Business Name Statement must be filed prior to that date. The filing of this statement does not of itself authorize the use in this state of a Fictitious Business Name in violation of the rights of another under Federal, State, or common law (See section 14411 et seq. Business and Professions Code)Publish: Mountain Views News [13, 390, 210, 478]
notice-heading: FICTITIOUS BUSINESS NAME STATEMENT File No. 2012 058822 [429, 451, 600, 458]
notice-body: The following person(s) is (are) doing business as: MB CELLULAR, 2423 S. VERMONT AVE., L.A., CA 90007. Full name of registrant(s) is (are) ESLI NAGAI ACOSTA GUTIERREZ. This Business is conducted by: AN INDIVIDUAL. Signed: ESLI NAGAI ACOSTA GUTIERREZ. This statement was filed with the County Clerk of Los Angeles County on 04/05/12. The registrant(s) has (have) commenced to transact business under the fictitious business name or names listed above on N/A. NOTICE: This Fictitious Name Statement expires five years from the date it was filed in the office of the County Clerk. A new Fictitious Business Name Statement must be filed prior to that date. The filing of this statement does not of itself authorize the use in this state of a Fictitious Business Name in violation of the rights of another under Federal, State, or common law (See section 14411 et seq. Business and Professions Code)Publish: Mountain Views News [429, 657, 626, 733]
legal-notice [221, 770, 418, 865]
notice-body: The following person(s) is (are) doing business as: TABLE MOBILE CARWASH, 1280 PECK ST. #B, COMPTON, CA 90221. Full name of registrant(s) is (are) JOSE LOPEZ, REGORDRTO LOPEZ, 1280 PECK ST. #B, COMPTON, CA 90221. This Business is conducted by: A GENERAL PARTNERSHIP. Signed: JOSE LOPEZ. This statement was filed with the County Clerk of Los Angeles County on 04/03/12. The registrant(s) has (have) commenced to transact business under the fictitious business name or names listed above on N/A. NOTICE: This Fictitious Name Statement expires five years from the date it was filed in the office of the County Clerk. A new Fictitious Business Name Statement must be filed prior to that date. The filing of this statement does not of itself authorize the use in this state of a Fictitious Business Name in violation of the rights of another under Federal, State, or common law (See section 14411 et seq. Business and Professions Code)Publish: Mountain Views News [637, 439, 834, 521]
notice-body: The following person(s) is (are) doing business as: CREATIVE ORIGINAL COSPLAY DESIGN CO., 9619 REMER ST. #A, SO. EL MONTE, CA 91733. Full name of registrant(s) is (are) VALERIE JUSEP 23, INC., 9619 REMER ST. #A, SO. EL MONTE, CA 91733. This Business is conducted by: A CORPORATION. Signed: WAN PIAO. This statement was filed with the County Clerk of Los Angeles County on 04/02/12. The registrant(s) has (have) commenced to transact business under the fictitious business name or names listed above on N/A. NOTICE: This Fictitious Name Statement expires five years from the date it was filed in the office of the County Clerk. A new Fictitious Business Name Statement must be filed prior to that date. The filing of this statement does not of itself authorize the use in this state of a Fictitious Business Name in violation of the rights of another under Federal, State, or common law (See section 14411 et seq. Business and Professions Code)Publish: Mountain Views News [13, 795, 210, 877]
legal-notice [13, 789, 210, 884]
masthead [0, 0, 1056, 74]
notice-heading: FICTITIOUS BUSINESS NAME STATEMENT File No. 2012 056350 [637, 632, 808, 639]
page-footer [0, 1933, 1056, 1961]
notice-publish-dates: Dates Pub: April 21, 28, May 05, 12, 2012 [13, 166, 113, 173]
footer-email: Email: editor@mtnviewsnews.com [671, 1942, 853, 1954]
notice-body: The following person(s) is (are) doing business as: YARN CLEANING SERVICES, 4351 W. 142nd ST. HAWTHORNE, CA 90250. Full name of registrant(s) is (are) YAHAIRA AGUILAR, 4351 W. 142nd ST. #5, HAWTHORNE, CA 90250. This Business is conducted by: AN INDIVIDUAL. Signed: YAHAIRA AGUILAR. This statement was filed with the County Clerk of Los Angeles County on 04/04/12. The registrant(s) has (have) commenced to transact business under the fictitious business name or names listed above on N/A. NOTICE: This Fictitious Name Statement expires five years from the date it was filed in the office of the County Clerk. A new Fictitious Business Name Statement must be filed prior to that date. The filing of this statement does not of itself authorize the use in this state of a Fictitious Business Name in violation of the rights of another under Federal, State, or common law (See section 14411 et seq. Business and Professions Code)Publish: Mountain Views News [845, 84, 1043, 167]
